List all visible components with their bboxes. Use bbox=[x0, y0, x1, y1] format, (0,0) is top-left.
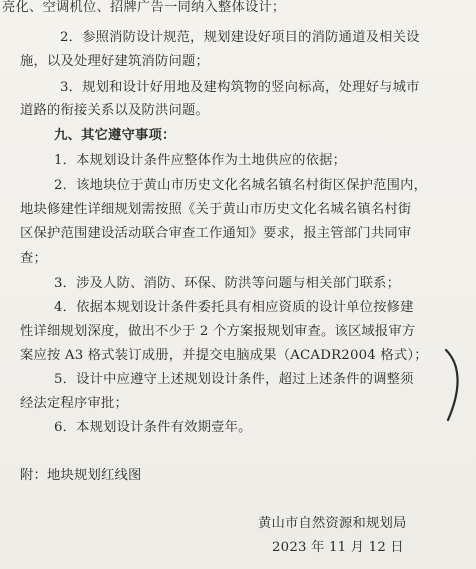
text-line-8: 2．该地块位于黄山市历史文化名城名镇名村街区保护范围内， bbox=[54, 178, 428, 193]
text-line-12: 3．涉及人防、消防、环保、防洪等问题与相关部门联系； bbox=[54, 276, 401, 291]
text-line-4: 3．规划和设计好用地及建构筑物的竖向标高，处理好与城市 bbox=[60, 80, 420, 95]
text-line-2: 2．参照消防设计规范，规划建设好项目的消防通道及相关设 bbox=[60, 30, 420, 45]
text-line-17: 经法定程序审批； bbox=[20, 396, 128, 411]
issue-date: 2023 年 11 月 12 日 bbox=[272, 540, 404, 555]
text-line-16: 5．设计中应遵守上述规划设计条件，超过上述条件的调整须 bbox=[54, 372, 414, 387]
text-line-13: 4．依据本规划设计条件委托具有相应资质的设计单位按修建 bbox=[54, 300, 414, 315]
text-line-1: 亮化、空调机位、招牌广告一同纳入整体设计； bbox=[2, 0, 286, 15]
text-line-3: 施，以及处理好建筑消防问题； bbox=[20, 54, 209, 69]
text-line-5: 道路的衔接关系以及防洪问题。 bbox=[20, 103, 209, 118]
text-line-9: 地块修建性详细规划需按照《关于黄山市历史文化名城名镇名村街 bbox=[20, 202, 412, 217]
section-heading: 九、其它遵守事项： bbox=[54, 128, 176, 143]
text-line-15: 案应按 A3 格式装订成册，并提交电脑成果（ACADR2004 格式）； bbox=[20, 348, 428, 363]
text-line-18: 6．本规划设计条件有效期壹年。 bbox=[54, 420, 252, 435]
text-line-10: 区保护范围建设活动联合审查工作通知》要求，报主管部门共同审 bbox=[20, 226, 412, 241]
text-line-14: 性详细规划深度，做出不少于 2 个方案报规划审查。该区域报审方 bbox=[20, 324, 416, 339]
text-line-11: 查； bbox=[20, 251, 47, 266]
issuing-authority: 黄山市自然资源和规划局 bbox=[258, 516, 407, 531]
attachment-note: 附：地块规划红线图 bbox=[20, 468, 142, 483]
pen-mark-icon bbox=[440, 348, 468, 422]
text-line-7: 1．本规划设计条件应整体作为土地供应的依据； bbox=[54, 153, 347, 168]
